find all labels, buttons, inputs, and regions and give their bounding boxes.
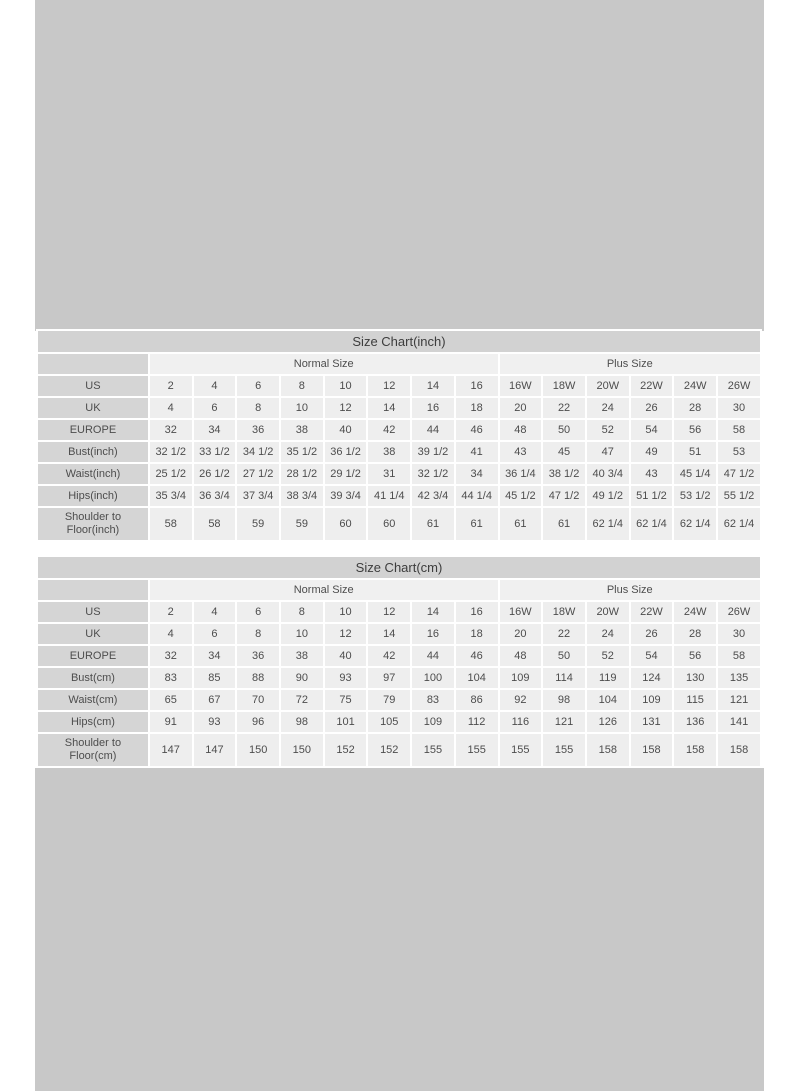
table-title-row bbox=[38, 557, 760, 578]
table-cell: 41 1/4 bbox=[368, 486, 410, 506]
table-row bbox=[38, 690, 760, 710]
table-cell: 53 1/2 bbox=[674, 486, 716, 506]
table-cell: 16 bbox=[412, 624, 454, 644]
row-label: Waist(cm) bbox=[38, 690, 148, 710]
table-cell: 6 bbox=[237, 602, 279, 622]
table-cell: 26W bbox=[718, 376, 760, 396]
table-cell: 4 bbox=[194, 602, 236, 622]
table-cell: 45 bbox=[543, 442, 585, 462]
table-row bbox=[38, 464, 760, 484]
size-chart-cm-table bbox=[36, 555, 762, 768]
table-cell: 37 3/4 bbox=[237, 486, 279, 506]
table-cell: 41 bbox=[456, 442, 498, 462]
table-cell: 34 bbox=[456, 464, 498, 484]
table-cell: 114 bbox=[543, 668, 585, 688]
row-label: Bust(cm) bbox=[38, 668, 148, 688]
table-cell: 155 bbox=[412, 734, 454, 766]
table-row bbox=[38, 712, 760, 732]
table-body bbox=[38, 376, 760, 540]
table-cell: 22W bbox=[631, 376, 673, 396]
table-cell: 12 bbox=[325, 624, 367, 644]
table-cell: 28 bbox=[674, 624, 716, 644]
table-cell: 43 bbox=[500, 442, 542, 462]
table-cell: 92 bbox=[500, 690, 542, 710]
table-cell: 54 bbox=[631, 646, 673, 666]
table-cell: 18 bbox=[456, 624, 498, 644]
table-cell: 26 bbox=[631, 398, 673, 418]
table-cell: 12 bbox=[325, 398, 367, 418]
table-cell: 36 3/4 bbox=[194, 486, 236, 506]
table-cell: 136 bbox=[674, 712, 716, 732]
table-cell: 8 bbox=[281, 376, 323, 396]
table-cell: 34 bbox=[194, 420, 236, 440]
table-cell: 135 bbox=[718, 668, 760, 688]
table-cell: 18W bbox=[543, 376, 585, 396]
table-cell: 62 1/4 bbox=[674, 508, 716, 540]
table-cell: 62 1/4 bbox=[718, 508, 760, 540]
row-label: UK bbox=[38, 398, 148, 418]
table-cell: 130 bbox=[674, 668, 716, 688]
table-cell: 109 bbox=[631, 690, 673, 710]
table-row bbox=[38, 442, 760, 462]
table-cell: 8 bbox=[237, 624, 279, 644]
table-cell: 51 1/2 bbox=[631, 486, 673, 506]
table-cell: 20 bbox=[500, 624, 542, 644]
table-cell: 32 1/2 bbox=[150, 442, 192, 462]
table-cell: 32 bbox=[150, 420, 192, 440]
table-cell: 25 1/2 bbox=[150, 464, 192, 484]
table-cell: 88 bbox=[237, 668, 279, 688]
table-cell: 60 bbox=[325, 508, 367, 540]
row-label: Hips(inch) bbox=[38, 486, 148, 506]
table-cell: 152 bbox=[325, 734, 367, 766]
table-cell: 158 bbox=[631, 734, 673, 766]
table-cell: 24W bbox=[674, 376, 716, 396]
table-cell: 46 bbox=[456, 646, 498, 666]
table-cell: 18 bbox=[456, 398, 498, 418]
table-cell: 24W bbox=[674, 602, 716, 622]
table-cell: 61 bbox=[500, 508, 542, 540]
table-cell: 33 1/2 bbox=[194, 442, 236, 462]
table-cell: 112 bbox=[456, 712, 498, 732]
table-cell: 26 bbox=[631, 624, 673, 644]
table-cell: 24 bbox=[587, 398, 629, 418]
row-label: EUROPE bbox=[38, 420, 148, 440]
table-row bbox=[38, 668, 760, 688]
table-cell: 126 bbox=[587, 712, 629, 732]
table-cell: 141 bbox=[718, 712, 760, 732]
table-cell: 75 bbox=[325, 690, 367, 710]
row-label: Waist(inch) bbox=[38, 464, 148, 484]
table-cell: 65 bbox=[150, 690, 192, 710]
table-cell: 34 1/2 bbox=[237, 442, 279, 462]
table-cell: 121 bbox=[543, 712, 585, 732]
table-cell: 26W bbox=[718, 602, 760, 622]
table-cell: 49 bbox=[631, 442, 673, 462]
table-body bbox=[38, 602, 760, 766]
table-cell: 62 1/4 bbox=[587, 508, 629, 540]
table-cell: 100 bbox=[412, 668, 454, 688]
table-cell: 105 bbox=[368, 712, 410, 732]
corner-cell bbox=[38, 580, 148, 600]
table-cell: 98 bbox=[543, 690, 585, 710]
table-cell: 40 3/4 bbox=[587, 464, 629, 484]
table-cell: 42 bbox=[368, 420, 410, 440]
table-cell: 119 bbox=[587, 668, 629, 688]
table-row bbox=[38, 646, 760, 666]
table-cell: 14 bbox=[412, 376, 454, 396]
table-cell: 16 bbox=[456, 602, 498, 622]
table-cell: 61 bbox=[456, 508, 498, 540]
table-title: Size Chart(inch) bbox=[38, 331, 760, 352]
row-label: Shoulder to Floor(inch) bbox=[38, 508, 148, 540]
table-cell: 27 1/2 bbox=[237, 464, 279, 484]
table-cell: 52 bbox=[587, 420, 629, 440]
table-cell: 16W bbox=[500, 602, 542, 622]
table-cell: 49 1/2 bbox=[587, 486, 629, 506]
normal-size-header: Normal Size bbox=[150, 354, 498, 374]
table-cell: 30 bbox=[718, 624, 760, 644]
row-label: US bbox=[38, 602, 148, 622]
table-cell: 55 1/2 bbox=[718, 486, 760, 506]
table-cell: 35 3/4 bbox=[150, 486, 192, 506]
table-cell: 97 bbox=[368, 668, 410, 688]
table-cell: 12 bbox=[368, 376, 410, 396]
size-chart-section bbox=[36, 329, 764, 768]
table-cell: 30 bbox=[718, 398, 760, 418]
table-cell: 38 bbox=[281, 646, 323, 666]
table-cell: 61 bbox=[543, 508, 585, 540]
table-cell: 10 bbox=[281, 624, 323, 644]
table-cell: 90 bbox=[281, 668, 323, 688]
row-label: EUROPE bbox=[38, 646, 148, 666]
table-cell: 2 bbox=[150, 602, 192, 622]
table-cell: 131 bbox=[631, 712, 673, 732]
column-group-row bbox=[38, 580, 760, 600]
plus-size-header: Plus Size bbox=[500, 354, 760, 374]
row-label: Bust(inch) bbox=[38, 442, 148, 462]
size-chart-inch-table bbox=[36, 329, 762, 542]
table-cell: 38 3/4 bbox=[281, 486, 323, 506]
table-cell: 16W bbox=[500, 376, 542, 396]
table-cell: 35 1/2 bbox=[281, 442, 323, 462]
table-cell: 158 bbox=[587, 734, 629, 766]
table-cell: 10 bbox=[281, 398, 323, 418]
table-cell: 101 bbox=[325, 712, 367, 732]
table-cell: 150 bbox=[237, 734, 279, 766]
table-cell: 10 bbox=[325, 602, 367, 622]
plus-size-header: Plus Size bbox=[500, 580, 761, 600]
table-cell: 83 bbox=[412, 690, 454, 710]
table-cell: 26 1/2 bbox=[194, 464, 236, 484]
table-cell: 36 1/2 bbox=[325, 442, 367, 462]
table-row bbox=[38, 486, 760, 506]
table-row bbox=[38, 624, 760, 644]
row-label: Shoulder to Floor(cm) bbox=[38, 734, 148, 766]
table-cell: 58 bbox=[194, 508, 236, 540]
table-cell: 34 bbox=[194, 646, 236, 666]
table-cell: 104 bbox=[587, 690, 629, 710]
table-row bbox=[38, 734, 760, 766]
table-cell: 12 bbox=[368, 602, 410, 622]
table-cell: 45 1/2 bbox=[500, 486, 542, 506]
table-cell: 32 1/2 bbox=[412, 464, 454, 484]
table-cell: 109 bbox=[500, 668, 542, 688]
table-cell: 44 bbox=[412, 420, 454, 440]
table-cell: 42 bbox=[368, 646, 410, 666]
table-cell: 53 bbox=[718, 442, 760, 462]
table-cell: 22W bbox=[631, 602, 673, 622]
table-title: Size Chart(cm) bbox=[38, 557, 760, 578]
table-cell: 40 bbox=[325, 646, 367, 666]
table-cell: 16 bbox=[412, 398, 454, 418]
table-cell: 96 bbox=[237, 712, 279, 732]
table-cell: 85 bbox=[194, 668, 236, 688]
table-cell: 59 bbox=[281, 508, 323, 540]
table-cell: 51 bbox=[674, 442, 716, 462]
column-group-row bbox=[38, 354, 760, 374]
table-cell: 8 bbox=[237, 398, 279, 418]
table-cell: 70 bbox=[237, 690, 279, 710]
table-cell: 39 1/2 bbox=[412, 442, 454, 462]
table-cell: 93 bbox=[194, 712, 236, 732]
table-title-row bbox=[38, 331, 760, 352]
table-cell: 155 bbox=[500, 734, 542, 766]
table-cell: 38 1/2 bbox=[543, 464, 585, 484]
row-label: Hips(cm) bbox=[38, 712, 148, 732]
table-cell: 38 bbox=[368, 442, 410, 462]
table-cell: 58 bbox=[718, 420, 760, 440]
table-cell: 52 bbox=[587, 646, 629, 666]
table-cell: 61 bbox=[412, 508, 454, 540]
table-cell: 8 bbox=[281, 602, 323, 622]
table-cell: 40 bbox=[325, 420, 367, 440]
table-row bbox=[38, 508, 760, 540]
table-cell: 158 bbox=[674, 734, 716, 766]
table-cell: 124 bbox=[631, 668, 673, 688]
table-cell: 98 bbox=[281, 712, 323, 732]
table-cell: 150 bbox=[281, 734, 323, 766]
table-cell: 42 3/4 bbox=[412, 486, 454, 506]
table-cell: 38 bbox=[281, 420, 323, 440]
table-cell: 18W bbox=[543, 602, 585, 622]
table-cell: 22 bbox=[543, 398, 585, 418]
table-row bbox=[38, 602, 760, 622]
table-cell: 158 bbox=[718, 734, 760, 766]
table-cell: 50 bbox=[543, 646, 585, 666]
table-cell: 45 1/4 bbox=[674, 464, 716, 484]
table-cell: 20 bbox=[500, 398, 542, 418]
table-cell: 28 bbox=[674, 398, 716, 418]
table-cell: 104 bbox=[456, 668, 498, 688]
table-cell: 83 bbox=[150, 668, 192, 688]
table-cell: 31 bbox=[368, 464, 410, 484]
table-cell: 24 bbox=[587, 624, 629, 644]
table-cell: 22 bbox=[543, 624, 585, 644]
table-cell: 48 bbox=[500, 646, 542, 666]
table-cell: 43 bbox=[631, 464, 673, 484]
table-cell: 152 bbox=[368, 734, 410, 766]
table-cell: 16 bbox=[456, 376, 498, 396]
table-cell: 79 bbox=[368, 690, 410, 710]
table-cell: 115 bbox=[674, 690, 716, 710]
table-row bbox=[38, 376, 760, 396]
table-cell: 58 bbox=[718, 646, 760, 666]
table-cell: 29 1/2 bbox=[325, 464, 367, 484]
table-cell: 39 3/4 bbox=[325, 486, 367, 506]
corner-cell bbox=[38, 354, 148, 374]
table-cell: 93 bbox=[325, 668, 367, 688]
row-label: UK bbox=[38, 624, 148, 644]
table-cell: 6 bbox=[194, 624, 236, 644]
table-cell: 116 bbox=[500, 712, 542, 732]
table-cell: 4 bbox=[194, 376, 236, 396]
table-cell: 56 bbox=[674, 646, 716, 666]
table-cell: 58 bbox=[150, 508, 192, 540]
table-cell: 6 bbox=[194, 398, 236, 418]
table-cell: 67 bbox=[194, 690, 236, 710]
table-cell: 91 bbox=[150, 712, 192, 732]
table-cell: 4 bbox=[150, 398, 192, 418]
table-cell: 44 bbox=[412, 646, 454, 666]
table-cell: 50 bbox=[543, 420, 585, 440]
table-cell: 6 bbox=[237, 376, 279, 396]
table-cell: 36 bbox=[237, 420, 279, 440]
table-cell: 20W bbox=[587, 602, 629, 622]
table-cell: 155 bbox=[543, 734, 585, 766]
table-cell: 4 bbox=[150, 624, 192, 644]
table-cell: 36 1/4 bbox=[500, 464, 542, 484]
table-cell: 121 bbox=[718, 690, 760, 710]
table-cell: 28 1/2 bbox=[281, 464, 323, 484]
table-cell: 47 1/2 bbox=[543, 486, 585, 506]
table-row bbox=[38, 398, 760, 418]
table-cell: 147 bbox=[194, 734, 236, 766]
product-image-placeholder-top bbox=[35, 0, 764, 331]
table-cell: 47 bbox=[587, 442, 629, 462]
table-cell: 14 bbox=[412, 602, 454, 622]
row-label: US bbox=[38, 376, 148, 396]
table-cell: 86 bbox=[456, 690, 498, 710]
table-cell: 54 bbox=[631, 420, 673, 440]
table-cell: 62 1/4 bbox=[631, 508, 673, 540]
table-cell: 44 1/4 bbox=[456, 486, 498, 506]
table-cell: 56 bbox=[674, 420, 716, 440]
table-cell: 14 bbox=[368, 624, 410, 644]
table-cell: 48 bbox=[500, 420, 542, 440]
table-cell: 72 bbox=[281, 690, 323, 710]
table-cell: 36 bbox=[237, 646, 279, 666]
table-cell: 147 bbox=[150, 734, 192, 766]
table-cell: 60 bbox=[368, 508, 410, 540]
table-cell: 47 1/2 bbox=[718, 464, 760, 484]
table-cell: 155 bbox=[456, 734, 498, 766]
table-row bbox=[38, 420, 760, 440]
table-cell: 32 bbox=[150, 646, 192, 666]
table-cell: 14 bbox=[368, 398, 410, 418]
table-cell: 2 bbox=[150, 376, 192, 396]
table-cell: 46 bbox=[456, 420, 498, 440]
table-cell: 10 bbox=[325, 376, 367, 396]
table-cell: 59 bbox=[237, 508, 279, 540]
normal-size-header: Normal Size bbox=[150, 580, 498, 600]
table-cell: 20W bbox=[587, 376, 629, 396]
table-cell: 109 bbox=[412, 712, 454, 732]
product-image-placeholder-bottom bbox=[35, 768, 764, 1091]
